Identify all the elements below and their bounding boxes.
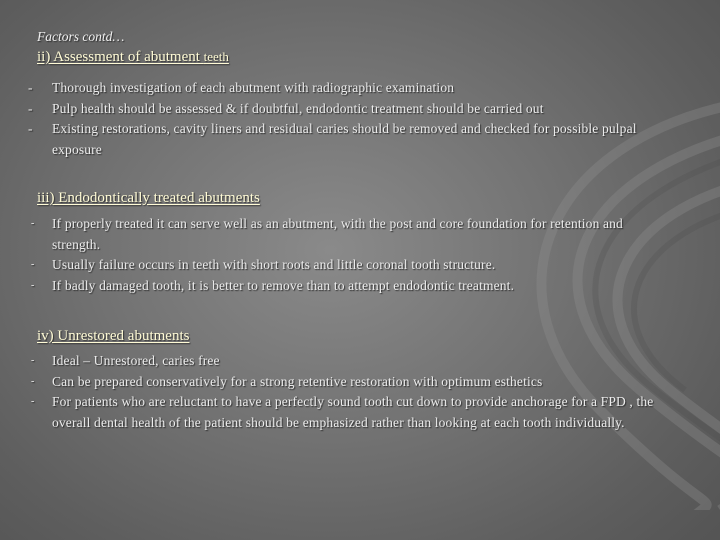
bullet-dash: - bbox=[31, 279, 35, 291]
section-heading-assessment-tail: teeth bbox=[203, 49, 229, 64]
list-item-text: If properly treated it can serve well as an abutment, with the post and core foundation for retention and strength. bbox=[52, 216, 623, 252]
section-heading-unrestored: iv) Unrestored abutments bbox=[37, 328, 190, 344]
bullet-dash: - bbox=[31, 259, 35, 270]
list-item bbox=[0, 351, 720, 372]
list-item bbox=[0, 372, 720, 393]
bullet-dash: - bbox=[31, 375, 35, 387]
bullet-dash: - bbox=[28, 80, 33, 95]
list-item bbox=[0, 276, 720, 297]
list-item-text: Can be prepared conservatively for a strong retentive restoration with optimum esthetics bbox=[52, 373, 543, 389]
section-heading-endodontic: iii) Endodontically treated abutments bbox=[37, 190, 260, 206]
section-heading-assessment bbox=[37, 49, 229, 66]
bullet-dash: - bbox=[31, 355, 35, 366]
section-heading-assessment-main: ii) Assessment of abutment bbox=[37, 49, 204, 65]
list-item-text: Ideal – Unrestored, caries free bbox=[52, 353, 220, 368]
list-item-text: If badly damaged tooth, it is better to remove than to attempt endodontic treatment. bbox=[52, 277, 515, 293]
list-item bbox=[0, 214, 720, 255]
list-item-text: For patients who are reluctant to have a perfectly sound tooth cut down to provide anchorage for a FPD , the overall dental health of the patient should be emphasized rather than looking at each tooth individually. bbox=[52, 394, 654, 430]
assessment-list bbox=[0, 78, 720, 160]
bullet-dash: - bbox=[31, 218, 35, 229]
list-item-text: Pulp health should be assessed & if doubtful, endodontic treatment should be carried out bbox=[52, 100, 544, 116]
list-item bbox=[0, 255, 720, 276]
bullet-dash: - bbox=[28, 121, 33, 136]
list-item bbox=[0, 119, 720, 160]
list-item-text: Thorough investigation of each abutment with radiographic examination bbox=[52, 80, 455, 95]
bullet-dash: - bbox=[28, 100, 33, 116]
list-item bbox=[0, 392, 720, 433]
list-item bbox=[0, 78, 720, 99]
slide-kicker: Factors contd… bbox=[37, 29, 125, 44]
bullet-dash: - bbox=[31, 396, 35, 407]
list-item-text: Usually failure occurs in teeth with short roots and little coronal tooth structure. bbox=[52, 257, 496, 272]
endodontic-list bbox=[0, 214, 720, 296]
unrestored-list bbox=[0, 351, 720, 433]
list-item bbox=[0, 99, 720, 120]
list-item-text: Existing restorations, cavity liners and residual caries should be removed and checked for possible pulpal exposure bbox=[52, 121, 637, 157]
